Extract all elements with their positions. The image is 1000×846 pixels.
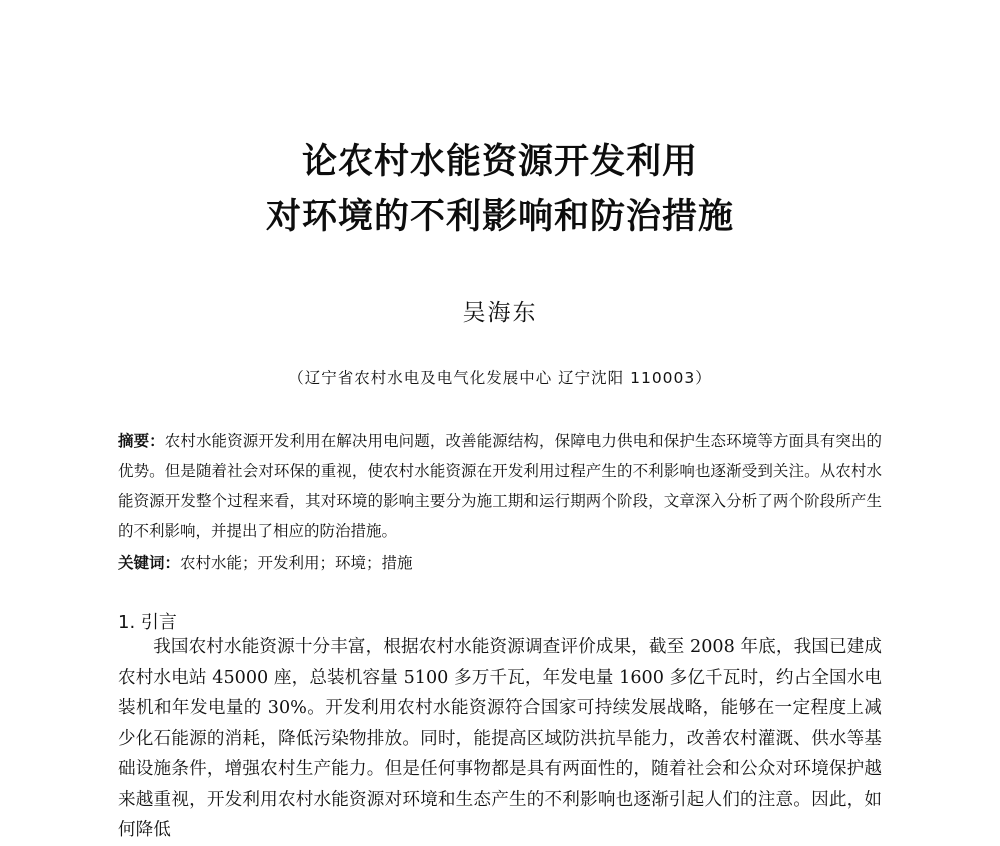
keywords-text: 农村水能；开发利用；环境；措施 (180, 554, 413, 572)
introduction-paragraph: 我国农村水能资源十分丰富，根据农村水能资源调查评价成果，截至 2008 年底，我国已建成农村水电站 45000 座，总装机容量 5100 多万千瓦，年发电量 1600 多亿千瓦时，约占全国水电装机和年发电量的 30%。开发利用农村水能资源符合国家可持续发展战略，能够在一定程度上减少化石能源的消耗，降低污染物排放。同时，能提高区域防洪抗旱能力，改善农村灌溉、供水等基础设施条件，增强农村生产能力。但是任何事物都是具有两面性的，随着社会和公众对环境保护越来越重视，开发利用农村水能资源对环境和生态产生的不利影响也逐渐引起人们的注意。因此，如何降低 (118, 637, 882, 840)
paper-title-line1: 论农村水能资源开发利用 (301, 142, 698, 182)
keywords-label: 关键词： (118, 554, 181, 572)
author-name: 吴海东 (462, 300, 538, 326)
section-heading-introduction: 1. 引言 (118, 612, 177, 633)
abstract-text: 农村水能资源开发利用在解决用电问题，改善能源结构，保障电力供电和保护生态环境等方面具有突出的优势。但是随着社会对环保的重视，使农村水能资源在开发利用过程产生的不利影响也逐渐受到关注。从农村水能资源开发整个过程来看，其对环境的影响主要分为施工期和运行期两个阶段，文章深入分析了两个阶段所产生的不利影响，并提出了相应的防治措施。 (118, 432, 882, 540)
keywords-line (118, 548, 882, 578)
abstract-paragraph (118, 426, 882, 546)
paper-title-line2: 对环境的不利影响和防治措施 (265, 197, 734, 237)
author-affiliation: （辽宁省农村水电及电气化发展中心 辽宁沈阳 110003） (288, 369, 712, 387)
abstract-label: 摘要： (118, 432, 165, 450)
